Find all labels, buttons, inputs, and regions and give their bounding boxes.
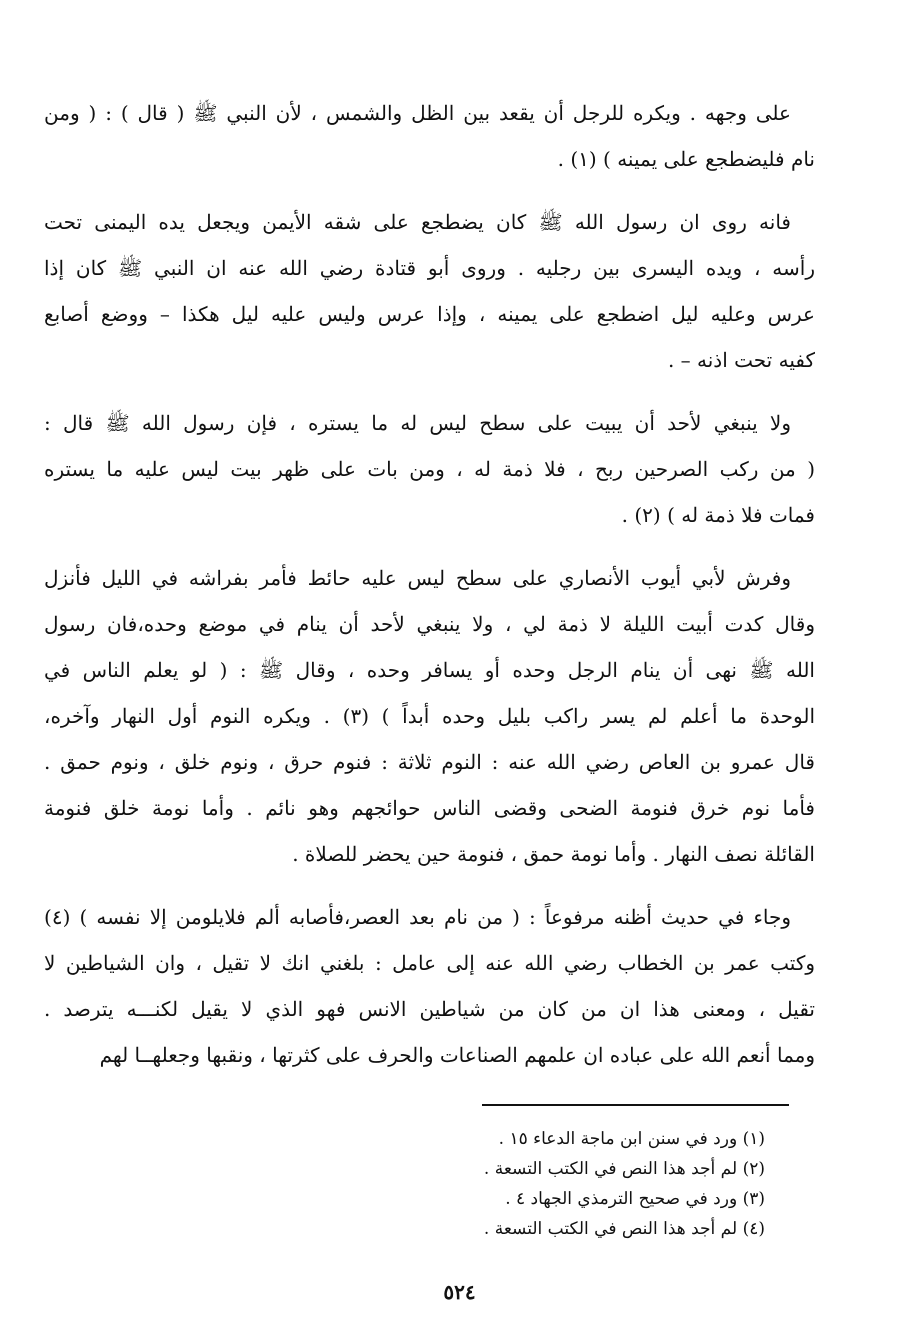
paragraph <box>44 894 815 1078</box>
text-line: فمات فلا ذمة له ) (٢) . <box>621 503 815 527</box>
text-line: على وجهه . ويكره للرجل أن يقعد بين الظل والشمس ، لأن النبي ﷺ ( قال ) : ( ومن <box>44 101 791 125</box>
footnote: (١) ورد في سنن ابن ماجة الدعاء ١٥ . <box>498 1129 765 1149</box>
footnotes <box>345 1124 765 1244</box>
text-line: الوحدة ما أعلم لم يسر راكب بليل وحده أبداً ) (٣) . ويكره النوم أول النهار وآخره، <box>44 704 815 728</box>
text-line: نام فليضطجع على يمينه ) (١) . <box>557 147 815 171</box>
text-line: وقال كدت أبيت الليلة لا ذمة لي ، ولا ينبغي لأحد أن ينام في موضع وحده،فان رسول <box>44 612 815 636</box>
text-line: ولا ينبغي لأحد أن يبيت على سطح ليس له ما يستره ، فإن رسول الله ﷺ قال : <box>44 411 791 435</box>
text-line: رأسه ، ويده اليسرى بين رجليه . وروى أبو قتادة رضي الله عنه ان النبي ﷺ كان إذا <box>44 256 815 280</box>
footnote: (٣) ورد في صحيح الترمذي الجهاد ٤ . <box>505 1189 765 1209</box>
text-line: ( من ركب الصرحين ربح ، فلا ذمة له ، ومن بات على ظهر بيت ليس عليه ما يستره <box>44 457 815 481</box>
text-line: القائلة نصف النهار . وأما نومة حمق ، فنومة حين يحضر للصلاة . <box>292 842 815 866</box>
paragraph <box>44 199 815 383</box>
text-line: فأما نوم خرق فنومة الضحى وقضى الناس حوائجهم وهو نائم . وأما نومة خلق فنومة <box>44 796 815 820</box>
paragraph <box>44 400 815 538</box>
text-line: ومما أنعم الله على عباده ان علمهم الصناعات والحرف على كثرتها ، ونقبها وجعلهــا لهم <box>99 1043 815 1067</box>
paragraph <box>44 90 815 182</box>
text-line: وفرش لأبي أيوب الأنصاري على سطح ليس عليه حائط فأمر بفراشه في الليل فأنزل <box>44 566 791 590</box>
text-line: فانه روى ان رسول الله ﷺ كان يضطجع على شقه الأيمن ويجعل يده اليمنى تحت <box>44 210 791 234</box>
paragraph <box>44 555 815 877</box>
footnote: (٤) لم أجد هذا النص في الكتب التسعة . <box>483 1219 765 1239</box>
text-line: تقيل ، ومعنى هذا ان من كان من شياطين الانس فهو الذي لا يقيل لكنـــه يترصد . <box>44 997 815 1021</box>
text-line: عرس وعليه ليل اضطجع على يمينه ، وإذا عرس وليس عليه ليل هكذا – ووضع أصابع <box>44 302 815 326</box>
text-line: وكتب عمر بن الخطاب رضي الله عنه إلى عامل : بلغني انك لا تقيل ، وان الشياطين لا <box>44 951 815 975</box>
page-number: ٥٢٤ <box>443 1280 476 1304</box>
text-line: قال عمرو بن العاص رضي الله عنه : النوم ثلاثة : فنوم حرق ، ونوم خلق ، ونوم حمق . <box>44 750 815 774</box>
body-text <box>44 90 815 1095</box>
text-line: وجاء في حديث أظنه مرفوعاً : ( من نام بعد العصر،فأصابه ألم فلايلومن إلا نفسه ) (٤) <box>44 905 791 929</box>
footnote-separator <box>482 1104 789 1106</box>
text-line: كفيه تحت اذنه – . <box>667 348 815 372</box>
footnote: (٢) لم أجد هذا النص في الكتب التسعة . <box>483 1159 765 1179</box>
text-line: الله ﷺ نهى أن ينام الرجل وحده أو يسافر وحده ، وقال ﷺ : ( لو يعلم الناس في <box>44 658 815 682</box>
